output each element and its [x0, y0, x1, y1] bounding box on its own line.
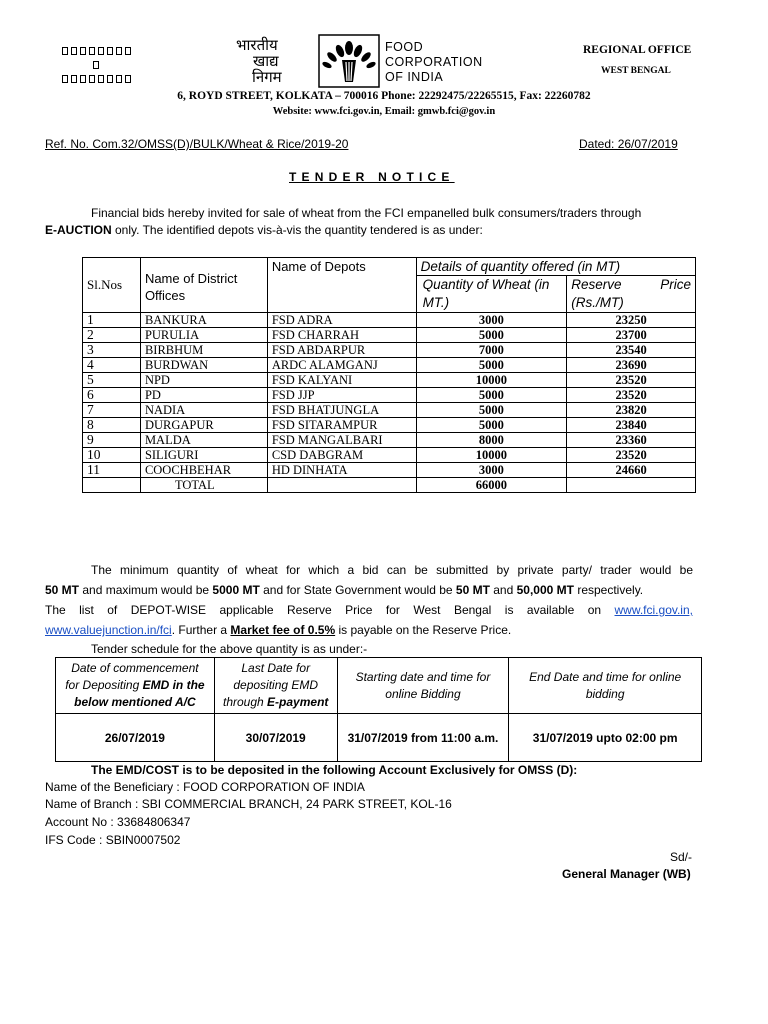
- row-reserve-price: 23840: [567, 418, 696, 433]
- row-reserve-price: 23820: [567, 403, 696, 418]
- emd-account: Account No : 33684806347: [45, 815, 191, 829]
- row-district: PD: [140, 388, 267, 403]
- row-district: PURULIA: [140, 328, 267, 343]
- market-fee-pre: . Further a: [171, 623, 231, 637]
- valuejunction-link[interactable]: www.valuejunction.in/fci: [45, 623, 172, 637]
- row-depot: FSD BHATJUNGLA: [267, 403, 416, 418]
- schedule-emd-start-date: 26/07/2019: [56, 714, 215, 762]
- row-district: COOCHBEHAR: [140, 463, 267, 478]
- total-quantity: 66000: [416, 478, 567, 493]
- schedule-emd-last-date: 30/07/2019: [214, 714, 337, 762]
- row-slno: 3: [83, 343, 141, 358]
- min-line1: The minimum quantity of wheat for which a bid can be submitted by private party/ trader would be: [91, 563, 693, 577]
- h2b: depositing EMD: [233, 678, 319, 692]
- h1a: Date of commencement: [71, 661, 199, 675]
- intro-line2: [45, 223, 483, 237]
- depot-table-row: [83, 418, 696, 433]
- row-quantity: 8000: [416, 433, 567, 448]
- row-district: BIRBHUM: [140, 343, 267, 358]
- row-quantity: 5000: [416, 358, 567, 373]
- logo-english-line2: CORPORATION: [385, 55, 483, 69]
- row-slno: 1: [83, 313, 141, 328]
- placeholder-boxes-line1: [54, 44, 138, 58]
- row-quantity: 5000: [416, 388, 567, 403]
- reference-number: Ref. No. Com.32/OMSS(D)/BULK/Wheat & Rice/2019-20: [45, 137, 349, 151]
- emd-beneficiary: Name of the Beneficiary : FOOD CORPORATION OF INDIA: [45, 780, 365, 794]
- schedule-intro: Tender schedule for the above quantity is as under:-: [91, 642, 368, 656]
- logo-hindi-line3: निगम: [252, 70, 282, 86]
- row-depot: FSD MANGALBARI: [267, 433, 416, 448]
- signature-designation: General Manager (WB): [562, 867, 691, 881]
- depot-table-row: [83, 343, 696, 358]
- row-reserve-price: 23360: [567, 433, 696, 448]
- schedule-header-start: [337, 658, 509, 714]
- min-line3: [45, 600, 693, 620]
- min-line2: [45, 580, 693, 600]
- row-depot: FSD SITARAMPUR: [267, 418, 416, 433]
- min-text-h: respectively.: [574, 583, 644, 597]
- row-reserve-price: 24660: [567, 463, 696, 478]
- h2d: E-payment: [267, 695, 329, 709]
- market-fee-post: is payable on the Reserve Price.: [335, 623, 512, 637]
- h3b: online Bidding: [385, 686, 461, 701]
- schedule-value-row: [56, 714, 702, 762]
- intro-line1: Financial bids hereby invited for sale of wheat from the FCI empanelled bulk consumers/traders through: [91, 206, 642, 220]
- h2a: Last Date for: [241, 661, 311, 675]
- row-quantity: 5000: [416, 328, 567, 343]
- emd-intro: The EMD/COST is to be deposited in the following Account Exclusively for OMSS (D):: [91, 763, 578, 777]
- row-quantity: 3000: [416, 463, 567, 478]
- depot-table-row: [83, 403, 696, 418]
- market-fee: Market fee of 0.5%: [230, 623, 336, 637]
- logo-english-line3: OF INDIA: [385, 70, 444, 84]
- placeholder-boxes-line2: [54, 58, 138, 72]
- header-district: Name of District Offices: [140, 258, 267, 313]
- fci-wheat-emblem-icon: [318, 34, 380, 88]
- h3a: Starting date and time for: [355, 669, 491, 684]
- logo-hindi-line1: भारतीय: [236, 38, 278, 54]
- depot-table-row: [83, 328, 696, 343]
- row-depot: FSD JJP: [267, 388, 416, 403]
- depot-table-header-row1: [83, 258, 696, 276]
- row-district: NPD: [140, 373, 267, 388]
- address-line: 6, ROYD STREET, KOLKATA – 700016 Phone: 22292475/22265515, Fax: 22260782: [177, 90, 591, 102]
- row-district: BANKURA: [140, 313, 267, 328]
- h1b-wrap: [58, 677, 212, 694]
- row-quantity: 5000: [416, 418, 567, 433]
- row-slno: 9: [83, 433, 141, 448]
- schedule-bid-start: 31/07/2019 from 11:00 a.m.: [337, 714, 509, 762]
- min-text-f: and: [489, 583, 517, 597]
- header-details: Details of quantity offered (in MT): [416, 258, 695, 276]
- total-row: [83, 478, 696, 493]
- depot-table-row: [83, 358, 696, 373]
- row-reserve-price: 23520: [567, 448, 696, 463]
- h2c: through: [223, 695, 268, 709]
- header-reserve: Reserve Price (Rs./MT): [567, 276, 696, 313]
- placeholder-boxes-line3: [54, 72, 138, 86]
- row-depot: FSD ABDARPUR: [267, 343, 416, 358]
- row-district: SILIGURI: [140, 448, 267, 463]
- reserve-price-text: The list of DEPOT-WISE applicable Reserve Price for West Bengal is available on: [45, 603, 602, 617]
- depot-table-row: [83, 373, 696, 388]
- schedule-bid-end: 31/07/2019 upto 02:00 pm: [509, 714, 702, 762]
- row-quantity: 10000: [416, 448, 567, 463]
- h2c-wrap: [217, 694, 335, 711]
- minimum-quantity-paragraph: [45, 560, 693, 640]
- row-quantity: 7000: [416, 343, 567, 358]
- row-depot: ARDC ALAMGANJ: [267, 358, 416, 373]
- header-slno: Sl.Nos: [83, 258, 141, 313]
- row-slno: 11: [83, 463, 141, 478]
- row-reserve-price: 23690: [567, 358, 696, 373]
- emd-branch: Name of Branch : SBI COMMERCIAL BRANCH, 24 PARK STREET, KOL-16: [45, 797, 452, 811]
- schedule-header-last-date: [214, 658, 337, 714]
- row-slno: 4: [83, 358, 141, 373]
- dated: Dated: 26/07/2019: [579, 137, 678, 151]
- min-private: 50 MT: [45, 583, 80, 597]
- min-state: 50 MT: [455, 583, 490, 597]
- logo-english-line1: FOOD: [385, 40, 424, 54]
- depot-table-row: [83, 388, 696, 403]
- row-slno: 10: [83, 448, 141, 463]
- row-depot: FSD KALYANI: [267, 373, 416, 388]
- emd-ifsc: IFS Code : SBIN0007502: [45, 833, 181, 847]
- row-quantity: 3000: [416, 313, 567, 328]
- hindi-placeholder-text: [54, 44, 138, 86]
- schedule-header-row: [56, 658, 702, 714]
- depot-table-row: [83, 463, 696, 478]
- depot-table-row: [83, 313, 696, 328]
- row-depot: HD DINHATA: [267, 463, 416, 478]
- intro-rest: only. The identified depots vis-à-vis the quantity tendered is as under:: [111, 223, 483, 237]
- depot-table-row: [83, 448, 696, 463]
- row-reserve-price: 23540: [567, 343, 696, 358]
- logo-hindi-line2: खाद्य: [253, 54, 279, 70]
- h1c: EMD in the: [142, 678, 205, 692]
- page-title: TENDER NOTICE: [289, 170, 455, 184]
- row-depot: FSD CHARRAH: [267, 328, 416, 343]
- header-quantity: Quantity of Wheat (in MT.): [416, 276, 567, 313]
- schedule-header-end: [509, 658, 702, 714]
- office-region: WEST BENGAL: [601, 66, 671, 76]
- h4a: End Date and time for online: [529, 669, 682, 684]
- row-district: BURDWAN: [140, 358, 267, 373]
- office-title: REGIONAL OFFICE: [583, 44, 692, 56]
- row-slno: 6: [83, 388, 141, 403]
- max-private: 5000 MT: [212, 583, 260, 597]
- website-line: Website: www.fci.gov.in, Email: gmwb.fci@gov.in: [272, 106, 496, 117]
- h1b: for Depositing: [65, 678, 143, 692]
- total-label: TOTAL: [140, 478, 267, 493]
- row-depot: CSD DABGRAM: [267, 448, 416, 463]
- row-quantity: 5000: [416, 403, 567, 418]
- row-district: NADIA: [140, 403, 267, 418]
- row-reserve-price: 23250: [567, 313, 696, 328]
- row-slno: 5: [83, 373, 141, 388]
- h1d: below mentioned A/C: [74, 695, 196, 709]
- row-district: DURGAPUR: [140, 418, 267, 433]
- row-reserve-price: 23520: [567, 388, 696, 403]
- signature-sd: Sd/-: [670, 850, 693, 864]
- row-district: MALDA: [140, 433, 267, 448]
- min-text-b: and maximum would be: [79, 583, 213, 597]
- min-text-d: and for State Government would be: [259, 583, 456, 597]
- intro-eauction: E-AUCTION: [45, 223, 112, 237]
- row-slno: 8: [83, 418, 141, 433]
- fci-website-link[interactable]: www.fci.gov.in,: [614, 603, 693, 617]
- depot-table: [82, 257, 696, 493]
- row-reserve-price: 23700: [567, 328, 696, 343]
- h4b: bidding: [585, 686, 625, 701]
- schedule-table: [55, 657, 702, 762]
- row-depot: FSD ADRA: [267, 313, 416, 328]
- row-quantity: 10000: [416, 373, 567, 388]
- depot-table-row: [83, 433, 696, 448]
- min-line4: [45, 620, 693, 640]
- row-slno: 2: [83, 328, 141, 343]
- header-depot: Name of Depots: [267, 258, 416, 313]
- schedule-header-emd-commencement: [56, 658, 215, 714]
- row-reserve-price: 23520: [567, 373, 696, 388]
- row-slno: 7: [83, 403, 141, 418]
- max-state: 50,000 MT: [516, 583, 574, 597]
